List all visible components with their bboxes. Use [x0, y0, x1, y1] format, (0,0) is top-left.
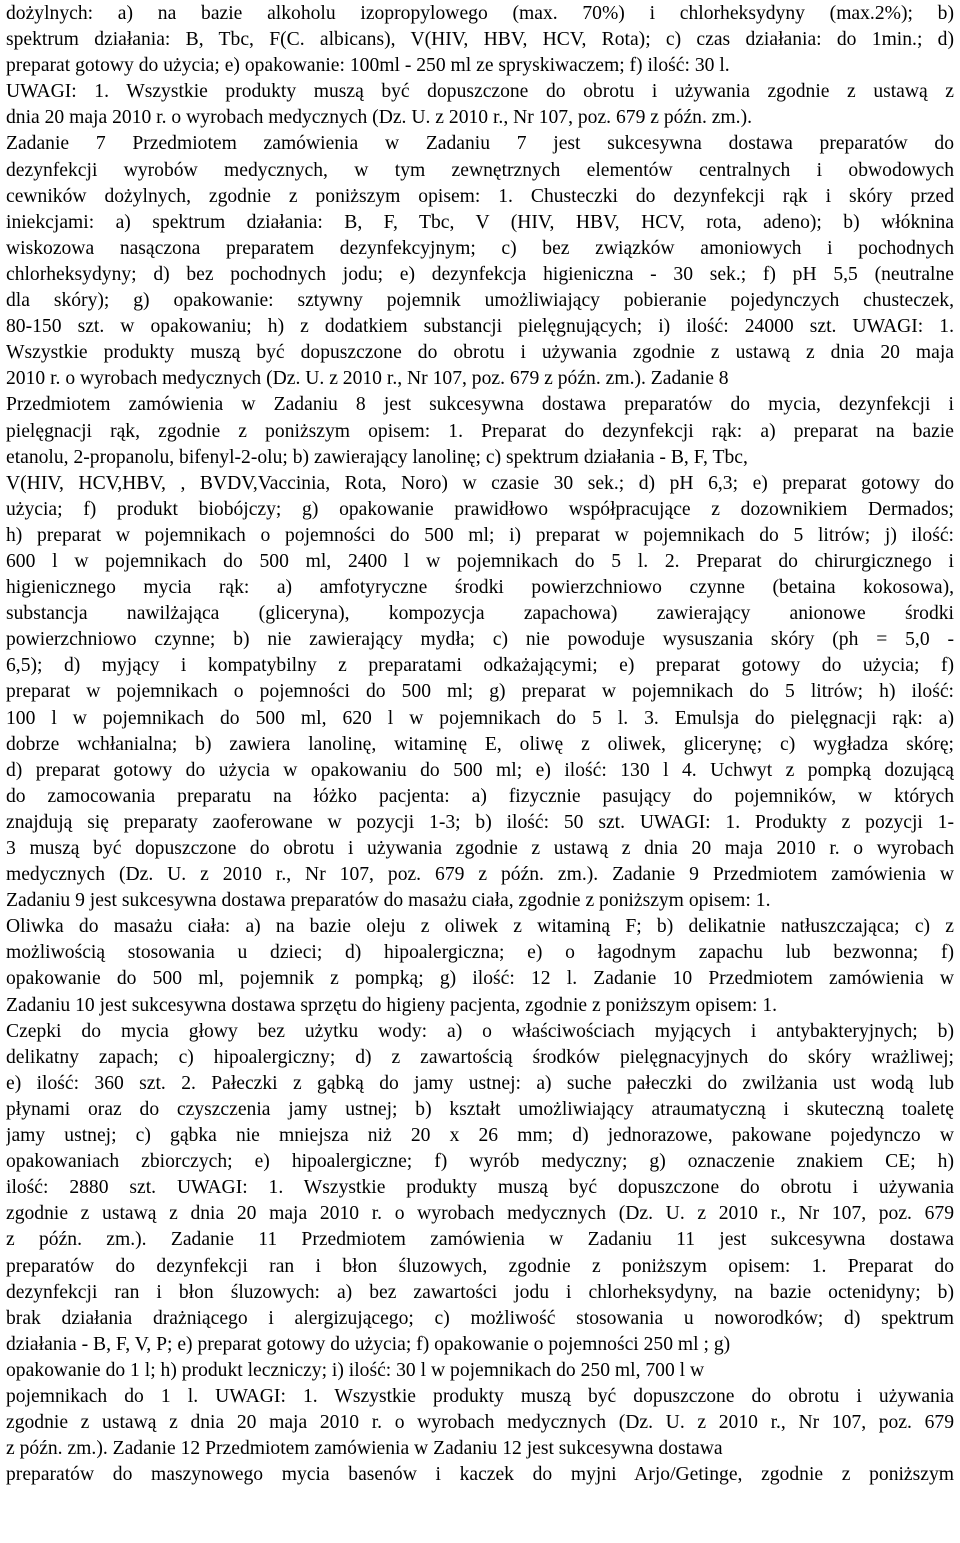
- text-line: iniekcjami: a) spektrum działania: B, F, Tbc, V (HIV, HBV, HCV, rota, adeno); b) włóknina: [6, 211, 954, 233]
- text-line: z późn. zm.). Zadanie 12 Przedmiotem zamówienia w Zadaniu 12 jest sukcesywna dostawa: [6, 1438, 723, 1460]
- text-line: medycznych (Dz. U. z 2010 r., Nr 107, poz. 679 z późn. zm.). Zadanie 9 Przedmiotem zamówienia w: [6, 864, 954, 886]
- text-line: e) ilość: 360 szt. 2. Pałeczki z gąbką do jamy ustnej: a) suche pałeczki do zwilżania ust wodą lub: [6, 1072, 954, 1094]
- text-line: użycia; f) produkt biobójczy; g) opakowanie prawidłowo współpracujące z dozownikiem Dermados;: [6, 498, 954, 520]
- text-line: dnia 20 maja 2010 r. o wyrobach medycznych (Dz. U. z 2010 r., Nr 107, poz. 679 z późn. zm.).: [6, 107, 752, 129]
- text-line: brak działania drażniącego i alergizującego; c) możliwość stosowania u noworodków; d) spektrum: [6, 1307, 954, 1329]
- text-line: do zamocowania preparatu na łóżko pacjenta: a) fizycznie pasujący do pojemników, w których: [6, 785, 954, 807]
- text-line: substancja nawilżająca (gliceryna), kompozycja zapachowa) zawierający anionowe środki: [6, 603, 954, 625]
- text-line: Zadaniu 9 jest sukcesywna dostawa preparatów do masażu ciała, zgodnie z poniższym opisem: 1.: [6, 890, 771, 912]
- text-line: Czepki do mycia głowy bez użytku wody: a) o właściwościach myjących i antybakteryjnych; b): [6, 1020, 954, 1042]
- text-line: działania - B, F, V, P; e) preparat gotowy do użycia; f) opakowanie o pojemności 250 ml ; g): [6, 1333, 731, 1355]
- text-line: Zadaniu 10 jest sukcesywna dostawa sprzętu do higieny pacjenta, zgodnie z poniższym opisem: 1.: [6, 994, 778, 1016]
- text-line: 2010 r. o wyrobach medycznych (Dz. U. z 2010 r., Nr 107, poz. 679 z późn. zm.). Zadanie 8: [6, 368, 729, 390]
- text-line: 3 muszą być dopuszczone do obrotu i używania zgodnie z ustawą z dnia 20 maja 2010 r. o wyrobach: [6, 838, 954, 859]
- text-line: dezynfekcji wyrobów medycznych, w tym zewnętrznych elementów centralnych i obwodowych: [6, 159, 954, 181]
- text-line: Przedmiotem zamówienia w Zadaniu 8 jest sukcesywna dostawa preparatów do mycia, dezynfekcji i: [6, 394, 954, 416]
- text-line: możliwością stosowania u dzieci; d) hipoalergiczna; e) o łagodnym zapachu lub bezwonna; f): [6, 942, 954, 964]
- text-line: 600 l w pojemnikach do 500 ml, 2400 l w pojemnikach do 5 l. 2. Preparat do chirurgicznego i: [6, 550, 954, 572]
- text-line: zgodnie z ustawą z dnia 20 maja 2010 r. o wyrobach medycznych (Dz. U. z 2010 r., Nr 107, poz. 679: [6, 1203, 954, 1225]
- document-text-body: [6, 1, 954, 1488]
- text-line: preparatów do dezynfekcji ran i błon śluzowych, zgodnie z poniższym opisem: 1. Preparat do: [6, 1255, 954, 1277]
- text-line: d) preparat gotowy do użycia w opakowaniu do 500 ml; e) ilość: 130 l 4. Uchwyt z pompką dozującą: [6, 759, 954, 781]
- text-line: spektrum działania: B, Tbc, F(C. albicans), V(HIV, HBV, HCV, Rota); c) czas działania: do 1min.; d): [6, 29, 954, 51]
- text-line: ilość: 2880 szt. UWAGI: 1. Wszystkie produkty muszą być dopuszczone do obrotu i używania: [6, 1177, 954, 1199]
- text-line: Wszystkie produkty muszą być dopuszczone do obrotu i używania zgodnie z ustawą z dnia 20 maja: [6, 342, 954, 364]
- text-line: cewników dożylnych, zgodnie z poniższym opisem: 1. Chusteczki do dezynfekcji rąk i skóry przed: [6, 185, 954, 207]
- text-line: 100 l w pojemnikach do 500 ml, 620 l w pojemnikach do 5 l. 3. Emulsja do pielęgnacji rąk: a): [6, 707, 954, 729]
- text-line: opakowaniach zbiorczych; e) hipoalergiczne; f) wyrób medyczny; g) oznaczenie znakiem CE; h): [6, 1151, 954, 1173]
- text-line: opakowanie do 1 l; h) produkt leczniczy; i) ilość: 30 l w pojemnikach do 250 ml, 700 l w: [6, 1359, 705, 1381]
- text-line: preparat w pojemnikach o pojemności do 500 ml; g) preparat w pojemnikach do 5 litrów; h) ilość:: [6, 681, 954, 703]
- text-line: higienicznego mycia rąk: a) amfotyryczne środki powierzchniowo czynne (betaina kokosowa),: [6, 577, 954, 599]
- text-line: delikatny zapach; c) hipoalergiczny; d) z zawartością środków pielęgnacyjnych do skóry wrażliwej;: [6, 1046, 954, 1068]
- text-line: wiskozowa nasączona preparatem dezynfekcyjnym; c) bez związków amoniowych i pochodnych: [6, 237, 954, 259]
- text-line: pojemnikach do 1 l. UWAGI: 1. Wszystkie produkty muszą być dopuszczone do obrotu i używania: [6, 1385, 954, 1407]
- text-line: preparatów do maszynowego mycia basenów i kaczek do myjni Arjo/Getinge, zgodnie z poniższym: [6, 1464, 954, 1486]
- text-line: h) preparat w pojemnikach o pojemności do 500 ml; i) preparat w pojemnikach do 5 litrów; j) ilość:: [6, 524, 954, 546]
- text-line: dożylnych: a) na bazie alkoholu izopropylowego (max. 70%) i chlorheksydyny (max.2%); b): [6, 3, 954, 24]
- text-line: 6,5); d) myjący i kompatybilny z preparatami odkażającymi; e) preparat gotowy do użycia; f): [6, 655, 954, 677]
- text-line: powierzchniowo czynne; b) nie zawierający mydła; c) nie powoduje wysuszania skóry (ph = 5,0 -: [6, 629, 954, 651]
- text-line: zgodnie z ustawą z dnia 20 maja 2010 r. o wyrobach medycznych (Dz. U. z 2010 r., Nr 107, poz. 679: [6, 1412, 954, 1434]
- text-line: płynami oraz do czyszczenia jamy ustnej; b) kształt umożliwiający atraumatyczną i skuteczną toaletę: [6, 1098, 954, 1120]
- text-line: etanolu, 2-propanolu, bifenyl-2-olu; b) zawierający lanolinę; c) spektrum działania - B, F, Tbc,: [6, 446, 748, 468]
- text-line: dobrze wchłanialna; b) zawiera lanolinę, witaminę E, oliwę z oliwek, glicerynę; c) wygładza skórę;: [6, 733, 954, 755]
- text-line: Zadanie 7 Przedmiotem zamówienia w Zadaniu 7 jest sukcesywna dostawa preparatów do: [6, 133, 954, 155]
- text-line: preparat gotowy do użycia; e) opakowanie: 100ml - 250 ml ze spryskiwaczem; f) ilość: 30 l.: [6, 55, 730, 77]
- text-line: chlorheksydyny; d) bez pochodnych jodu; e) dezynfekcja higieniczna - 30 sek.; f) pH 5,5 (neutralne: [6, 263, 954, 285]
- text-line: opakowanie do 500 ml, pojemnik z pompką; g) ilość: 12 l. Zadanie 10 Przedmiotem zamówienia w: [6, 968, 954, 990]
- text-line: jamy ustnej; c) gąbka nie mniejsza niż 20 x 26 mm; d) jednorazowe, pakowane pojedynczo w: [6, 1125, 954, 1147]
- text-line: pielęgnacji rąk, zgodnie z poniższym opisem: 1. Preparat do dezynfekcji rąk: a) preparat na bazie: [6, 420, 954, 442]
- text-line: dla skóry); g) opakowanie: sztywny pojemnik umożliwiający pobieranie pojedynczych chusteczek,: [6, 290, 954, 312]
- text-line: z późn. zm.). Zadanie 11 Przedmiotem zamówienia w Zadaniu 11 jest sukcesywna dostawa: [6, 1229, 954, 1251]
- text-line: V(HIV, HCV,HBV, , BVDV,Vaccinia, Rota, Noro) w czasie 30 sek.; d) pH 6,3; e) preparat gotowy do: [6, 472, 954, 494]
- text-line: UWAGI: 1. Wszystkie produkty muszą być dopuszczone do obrotu i używania zgodnie z ustawą z: [6, 81, 954, 103]
- text-line: Oliwka do masażu ciała: a) na bazie oleju z oliwek z witaminą F; b) delikatnie natłuszczająca; c) z: [6, 916, 954, 938]
- text-line: znajdują się preparaty zaoferowane w pozycji 1-3; b) ilość: 50 szt. UWAGI: 1. Produkty z pozycji 1-: [6, 811, 954, 833]
- text-line: dezynfekcji ran i błon śluzowych: a) bez zawartości jodu i chlorheksydyny, na bazie octenidyny; b): [6, 1281, 954, 1303]
- text-line: 80-150 szt. w opakowaniu; h) z dodatkiem substancji pielęgnujących; i) ilość: 24000 szt. UWAGI: 1.: [6, 316, 954, 338]
